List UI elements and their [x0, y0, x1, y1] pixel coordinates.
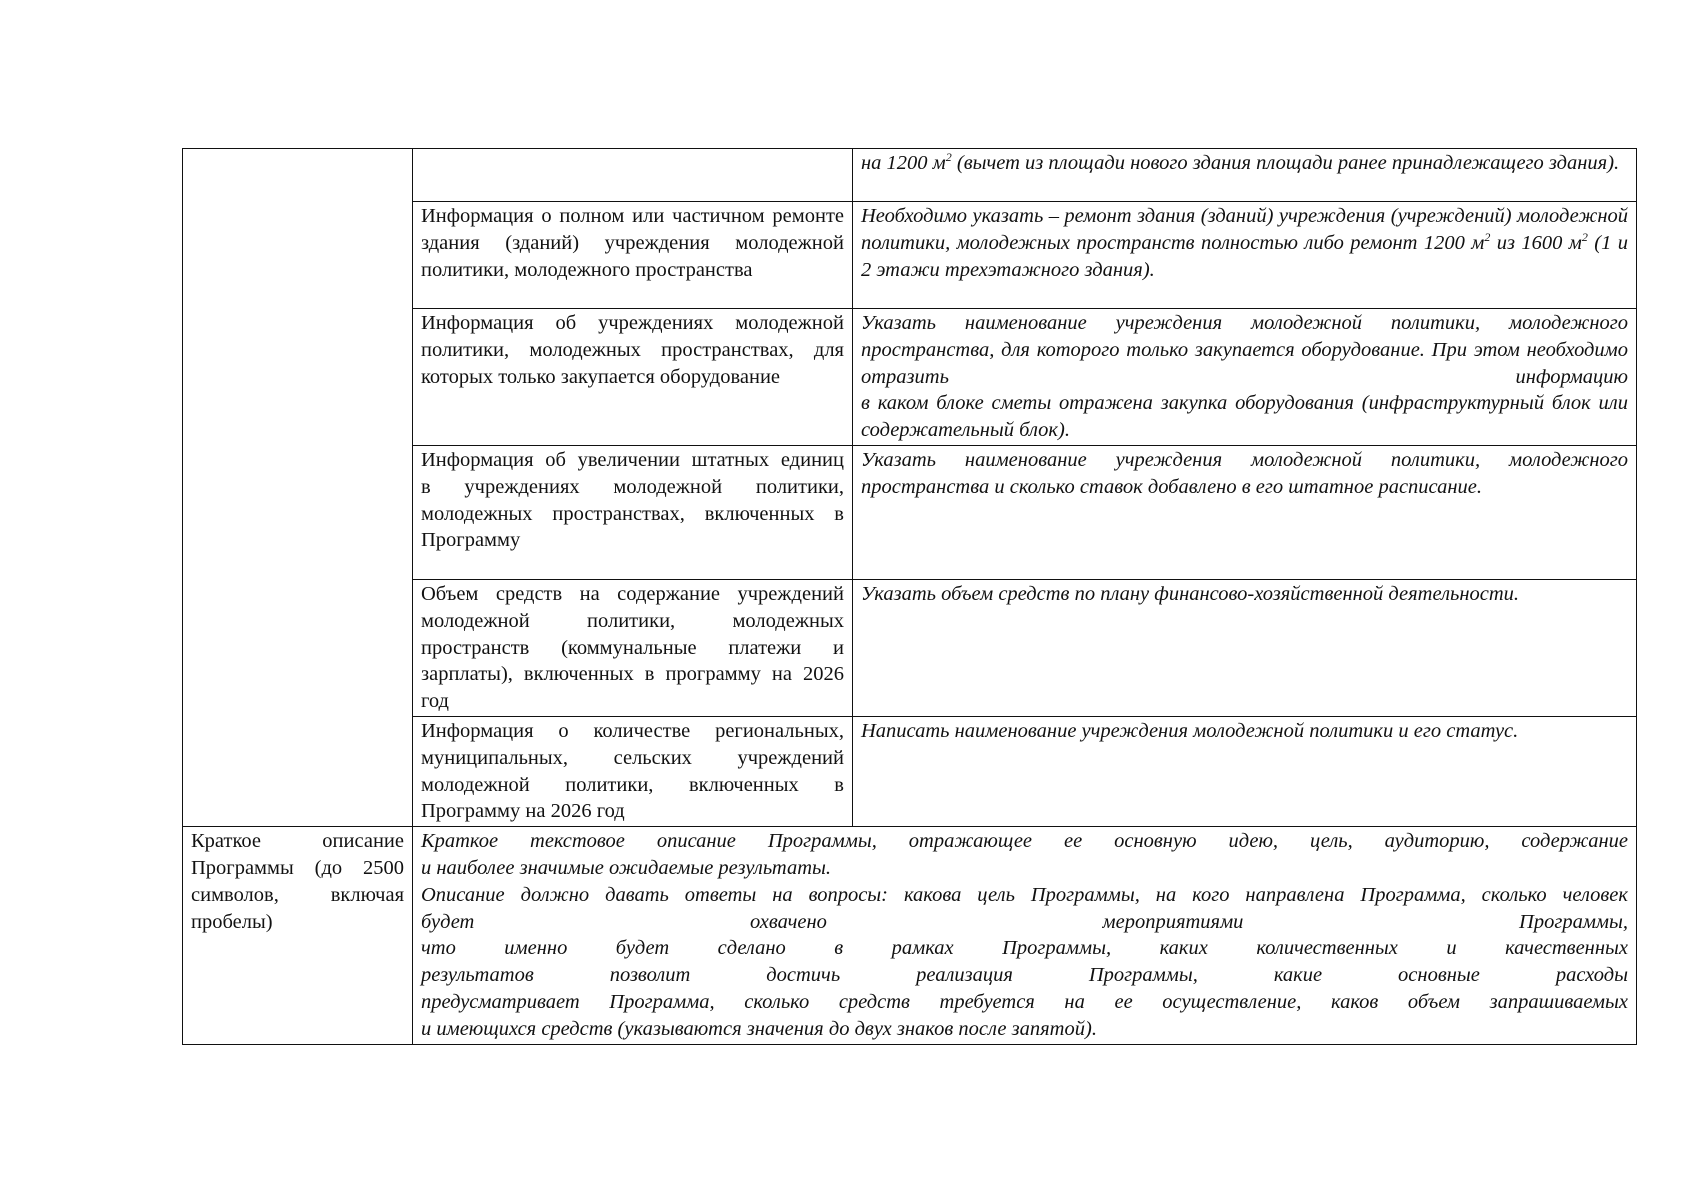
summary-line: и имеющихся средств (указываются значения до двух знаков после запятой).: [421, 1017, 1097, 1040]
row-note: на 1200 $м^2$ (вычет из площади нового здания площади ранее принадлежащего здания).: [853, 149, 1637, 202]
row-label: Информация о полном или частичном ремонте здания (зданий) учреждения молодежной политики, молодежного пространства: [413, 202, 853, 309]
left-empty-cell: [183, 149, 413, 827]
row-label: Объем средств на содержание учреждений молодежной политики, молодежных пространств (коммунальные платежи и зарплаты), включенных в программу на 2026 год: [413, 579, 853, 716]
row-note: Необходимо указать – ремонт здания (зданий) учреждения (учреждений) молодежной политики, молодежных пространств полностью либо ремонт 1200 $м^2$ из 1600 $м^2$ (1 и 2 этажи трехэтажного здания).: [853, 202, 1637, 309]
row-note: Указать наименование учреждения молодежной политики, молодежного пространства и сколько ставок добавлено в его штатное расписание.: [853, 445, 1637, 579]
table-row: [183, 149, 1637, 202]
row-note: Написать наименование учреждения молодежной политики и его статус.: [853, 716, 1637, 826]
summary-line: Краткое текстовое описание Программы, отражающее ее основную идею, цель, аудиторию, содержание: [421, 830, 1628, 853]
summary-heading: Краткое описание Программы (до 2500 символов, включая пробелы): [183, 827, 413, 1044]
row-label: Информация об увеличении штатных единиц в учреждениях молодежной политики, молодежных пространствах, включенных в Программу: [413, 445, 853, 579]
summary-line: результатов позволит достичь реализация Программы, какие основные расходы: [421, 964, 1628, 987]
summary-line: что именно будет сделано в рамках Программы, каких количественных и качественных: [421, 937, 1628, 960]
summary-line: Описание должно давать ответы на вопросы: какова цель Программы, на кого направлена Программа, сколько человек: [421, 883, 1628, 906]
table-row: [183, 827, 1637, 1044]
summary-line: предусматривает Программа, сколько средств требуется на ее осуществление, каков объем запрашиваемых: [421, 990, 1628, 1013]
row-note: Указать объем средств по плану финансово-хозяйственной деятельности.: [853, 579, 1637, 716]
row-label: Информация об учреждениях молодежной политики, молодежных пространствах, для которых только закупается оборудование: [413, 309, 853, 446]
summary-description: [413, 827, 1637, 1044]
program-info-table: [182, 148, 1637, 1045]
row-label: [413, 149, 853, 202]
row-note: Указать наименование учреждения молодежной политики, молодежного пространства, для которого только закупается оборудование. При этом необходимо отразить информацию в каком блоке сметы отражена закупка оборудования (инфраструктурный блок или содержательный блок).: [853, 309, 1637, 446]
row-label: Информация о количестве региональных, муниципальных, сельских учреждений молодежной политики, включенных в Программу на 2026 год: [413, 716, 853, 826]
summary-line: будет охвачено мероприятиями Программы,: [421, 910, 1628, 933]
summary-line: и наиболее значимые ожидаемые результаты.: [421, 856, 832, 879]
